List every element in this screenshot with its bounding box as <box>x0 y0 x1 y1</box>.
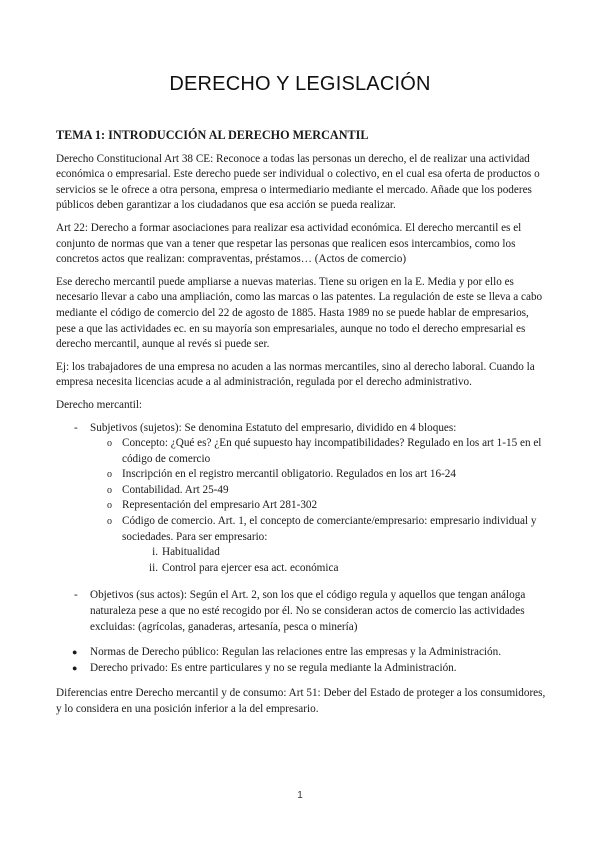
document-body <box>56 128 548 725</box>
subjetivos-text: Subjetivos (sujetos): Se denomina Estatuto del empresario, dividido en 4 bloques: <box>90 421 457 434</box>
sub-item-text: Inscripción en el registro mercantil obligatorio. Regulados en los art 16-24 <box>122 468 456 481</box>
empresario-requirements-list <box>56 545 548 576</box>
circle-marker: o <box>107 438 112 450</box>
mercantil-list <box>56 421 548 636</box>
bullet-item-derecho-privado <box>56 661 548 677</box>
derecho-types-list <box>56 645 548 676</box>
sub-item-representacion <box>56 498 548 514</box>
circle-marker: o <box>107 484 112 496</box>
circle-marker: o <box>107 469 112 481</box>
roman-item-text: Habitualidad <box>162 546 220 559</box>
roman-item-habitualidad <box>56 545 548 561</box>
document-title: DERECHO Y LEGISLACIÓN <box>169 73 431 95</box>
dash-marker: - <box>74 589 78 602</box>
paragraph-art-22: Art 22: Derecho a formar asociaciones para realizar esa actividad económica. El derecho mercantil es el conjunto de normas que van a tener que respetar las personas que realicen esos intercambios, como los concretos actos que realizan: compraventas, préstamos… (Actos de comercio) <box>56 221 522 266</box>
paragraph-derecho-mercantil: Derecho mercantil: <box>56 398 143 411</box>
circle-marker: o <box>107 516 112 528</box>
sub-item-codigo-comercio <box>56 514 548 545</box>
bullet-marker: ● <box>72 647 78 658</box>
objetivos-text: Objetivos (sus actos): Según el Art. 2, son los que el código regula y aquellos que tengan análoga naturaleza pese a que no esté recogido por él. No se consideran actos de comercio las actividades excluidas: (agrícolas, ganaderas, artesanía, pesca o minería) <box>90 589 526 633</box>
roman-item-text: Control para ejercer esa act. económica <box>162 561 339 574</box>
bullet-marker: ● <box>72 662 78 673</box>
bullet-item-text: Derecho privado: Es entre particulares y no se regula mediante la Administración. <box>90 661 457 674</box>
roman-marker: i. <box>152 546 158 559</box>
subjetivos-sublist-container <box>56 436 548 588</box>
bullet-item-derecho-publico <box>56 645 548 661</box>
subjetivos-sublist <box>56 436 548 545</box>
dash-marker: - <box>74 421 78 434</box>
sub-item-inscripcion <box>56 467 548 483</box>
sub-item-text: Contabilidad. Art 25-49 <box>122 483 229 496</box>
sub-item-text: Concepto: ¿Qué es? ¿En qué supuesto hay incompatibilidades? Regulado en los art 1-15 en el código de comercio <box>122 437 542 465</box>
roman-item-control <box>56 561 548 577</box>
list-item-subjetivos <box>56 421 548 437</box>
roman-marker: ii. <box>148 561 158 574</box>
list-item-objetivos <box>56 588 548 635</box>
bullet-item-text: Normas de Derecho público: Regulan las relaciones entre las empresas y la Administración. <box>90 646 502 659</box>
sub-item-text: Código de comercio. Art. 1, el concepto de comerciante/empresario: empresario individual y sociedades. Para ser empresario: <box>122 515 537 543</box>
page-number: 1 <box>297 790 303 801</box>
section-heading: TEMA 1: INTRODUCCIÓN AL DERECHO MERCANTIL <box>56 128 369 142</box>
paragraph-ampliacion: Ese derecho mercantil puede ampliarse a nuevas materias. Tiene su origen en la E. Media y por ello es necesario llevar a cabo una ampliación, como las marcas o las patentes. La regulación de este se lleva a cabo mediante el código de comercio del 22 de agosto de 1885. Hasta 1989 no se puede hablar de empresarios, pese a que las actividades ec. en su mayoría son empresariales, aunque no todo el derecho empresarial es derecho mercantil, aunque al revés si puede ser. <box>56 275 543 351</box>
sub-item-contabilidad <box>56 483 548 499</box>
paragraph-ejemplo: Ej: los trabajadores de una empresa no acuden a las normas mercantiles, sino al derecho laboral. Cuando la empresa necesita licencias acude a al administración, regulada por el derecho administrativo. <box>56 360 535 389</box>
circle-marker: o <box>107 500 112 512</box>
sub-item-concepto <box>56 436 548 467</box>
sub-item-text: Representación del empresario Art 281-302 <box>122 499 318 512</box>
paragraph-art-38: Derecho Constitucional Art 38 CE: Reconoce a todas las personas un derecho, el de realizar una actividad económica o empresarial. Este derecho puede ser individual o colectivo, en el cual esa oferta de productos o servicios se le ofrece a otra persona, empresa o intermediario mediante el mercado. Añade que los poderes públicos deben garantizar a los ciudadanos que esa acción se pueda realizar. <box>56 152 540 212</box>
paragraph-diferencias: Diferencias entre Derecho mercantil y de consumo: Art 51: Deber del Estado de proteger a los consumidores, y lo considera en una posición inferior a la del empresario. <box>56 687 546 715</box>
